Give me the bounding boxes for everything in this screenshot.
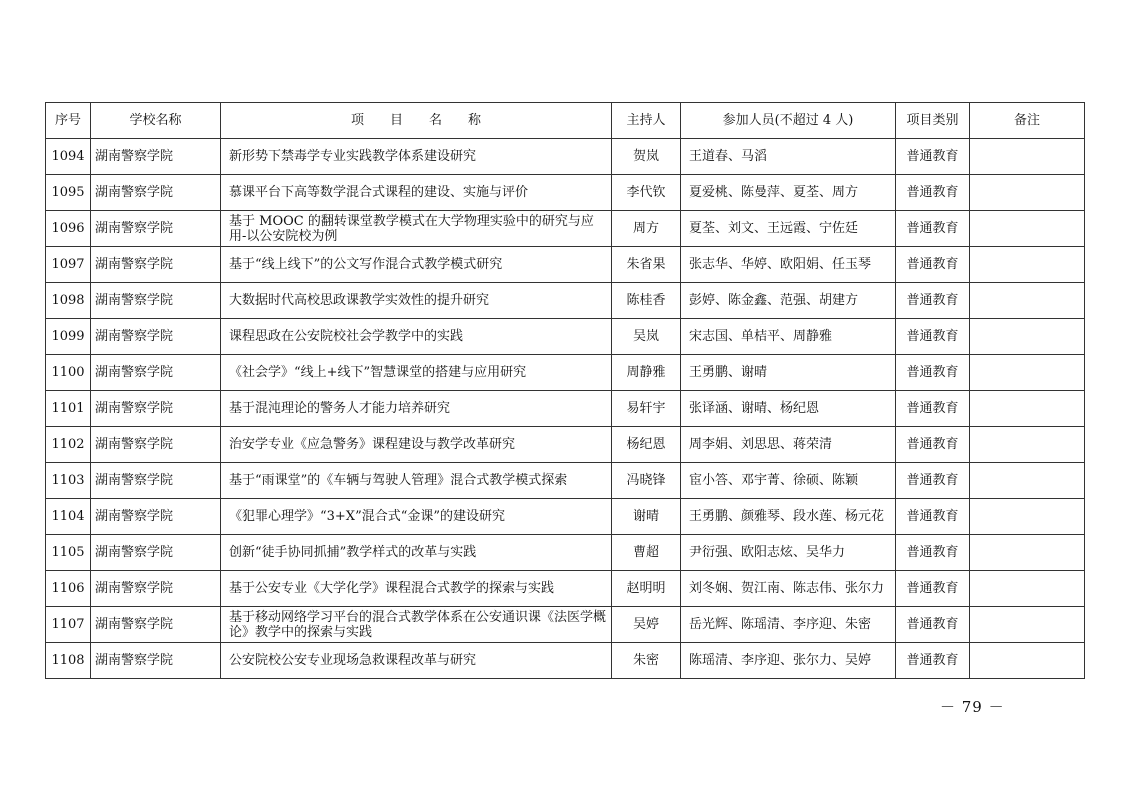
cell-category: 普通教育 <box>896 319 970 355</box>
cell-remark <box>970 247 1085 283</box>
cell-members: 张译涵、谢晴、杨纪恩 <box>681 391 896 427</box>
cell-school: 湖南警察学院 <box>91 319 221 355</box>
cell-host: 曹超 <box>612 535 681 571</box>
cell-members: 王勇鹏、颜雅琴、段水莲、杨元花 <box>681 499 896 535</box>
table-row <box>46 463 1085 499</box>
cell-project: 基于公安专业《大学化学》课程混合式教学的探索与实践 <box>221 571 612 607</box>
cell-members: 刘冬娴、贺江南、陈志伟、张尔力 <box>681 571 896 607</box>
cell-remark <box>970 643 1085 679</box>
cell-project: 课程思政在公安院校社会学教学中的实践 <box>221 319 612 355</box>
cell-members: 夏荃、刘文、王远霞、宁佐廷 <box>681 211 896 247</box>
cell-host: 李代钦 <box>612 175 681 211</box>
cell-category: 普通教育 <box>896 175 970 211</box>
cell-school: 湖南警察学院 <box>91 355 221 391</box>
cell-members: 宋志国、单桔平、周静雅 <box>681 319 896 355</box>
cell-members: 尹衍强、欧阳志炫、吴华力 <box>681 535 896 571</box>
cell-project: 基于 MOOC 的翻转课堂教学模式在大学物理实验中的研究与应用-以公安院校为例 <box>221 211 612 247</box>
cell-school: 湖南警察学院 <box>91 139 221 175</box>
cell-remark <box>970 463 1085 499</box>
cell-no: 1099 <box>46 319 91 355</box>
cell-no: 1103 <box>46 463 91 499</box>
cell-school: 湖南警察学院 <box>91 643 221 679</box>
cell-members: 岳光辉、陈瑶清、李序迎、朱密 <box>681 607 896 643</box>
cell-project: 《犯罪心理学》“3+X”混合式“金课”的建设研究 <box>221 499 612 535</box>
cell-members: 王道春、马滔 <box>681 139 896 175</box>
cell-remark <box>970 535 1085 571</box>
cell-category: 普通教育 <box>896 463 970 499</box>
cell-school: 湖南警察学院 <box>91 247 221 283</box>
cell-remark <box>970 607 1085 643</box>
cell-remark <box>970 139 1085 175</box>
table-row <box>46 247 1085 283</box>
table-row <box>46 283 1085 319</box>
cell-project: 新形势下禁毒学专业实践教学体系建设研究 <box>221 139 612 175</box>
cell-no: 1094 <box>46 139 91 175</box>
cell-school: 湖南警察学院 <box>91 175 221 211</box>
cell-host: 周方 <box>612 211 681 247</box>
cell-host: 易轩宇 <box>612 391 681 427</box>
table-row <box>46 139 1085 175</box>
cell-project: 基于移动网络学习平台的混合式教学体系在公安通识课《法医学概论》教学中的探索与实践 <box>221 607 612 643</box>
cell-project: 《社会学》“线上+线下”智慧课堂的搭建与应用研究 <box>221 355 612 391</box>
header-no: 序号 <box>46 103 91 139</box>
cell-no: 1100 <box>46 355 91 391</box>
table-row <box>46 535 1085 571</box>
cell-remark <box>970 211 1085 247</box>
cell-project: 公安院校公安专业现场急救课程改革与研究 <box>221 643 612 679</box>
cell-host: 冯晓锋 <box>612 463 681 499</box>
header-host: 主持人 <box>612 103 681 139</box>
cell-category: 普通教育 <box>896 211 970 247</box>
cell-category: 普通教育 <box>896 139 970 175</box>
cell-host: 陈桂香 <box>612 283 681 319</box>
cell-members: 夏爱桃、陈曼萍、夏荃、周方 <box>681 175 896 211</box>
cell-school: 湖南警察学院 <box>91 535 221 571</box>
cell-no: 1098 <box>46 283 91 319</box>
header-school: 学校名称 <box>91 103 221 139</box>
cell-members: 张志华、华婷、欧阳娟、任玉琴 <box>681 247 896 283</box>
cell-host: 贺岚 <box>612 139 681 175</box>
cell-host: 吴婷 <box>612 607 681 643</box>
header-category: 项目类别 <box>896 103 970 139</box>
project-table <box>45 102 1085 679</box>
cell-category: 普通教育 <box>896 247 970 283</box>
cell-project: 慕课平台下高等数学混合式课程的建设、实施与评价 <box>221 175 612 211</box>
table-header-row <box>46 103 1085 139</box>
cell-host: 杨纪恩 <box>612 427 681 463</box>
cell-no: 1106 <box>46 571 91 607</box>
cell-no: 1097 <box>46 247 91 283</box>
table-row <box>46 319 1085 355</box>
cell-no: 1108 <box>46 643 91 679</box>
table-row <box>46 175 1085 211</box>
cell-no: 1095 <box>46 175 91 211</box>
cell-category: 普通教育 <box>896 283 970 319</box>
cell-no: 1096 <box>46 211 91 247</box>
cell-school: 湖南警察学院 <box>91 463 221 499</box>
cell-host: 朱省果 <box>612 247 681 283</box>
cell-category: 普通教育 <box>896 643 970 679</box>
cell-no: 1101 <box>46 391 91 427</box>
cell-school: 湖南警察学院 <box>91 211 221 247</box>
cell-remark <box>970 283 1085 319</box>
cell-project: 治安学专业《应急警务》课程建设与教学改革研究 <box>221 427 612 463</box>
cell-members: 宦小答、邓宇菁、徐硕、陈颖 <box>681 463 896 499</box>
cell-host: 谢晴 <box>612 499 681 535</box>
cell-remark <box>970 391 1085 427</box>
cell-remark <box>970 355 1085 391</box>
cell-project: 大数据时代高校思政课教学实效性的提升研究 <box>221 283 612 319</box>
cell-category: 普通教育 <box>896 427 970 463</box>
cell-members: 周李娟、刘思思、蒋荣清 <box>681 427 896 463</box>
cell-no: 1102 <box>46 427 91 463</box>
cell-no: 1107 <box>46 607 91 643</box>
cell-school: 湖南警察学院 <box>91 571 221 607</box>
cell-project: 基于“雨课堂”的《车辆与驾驶人管理》混合式教学模式探索 <box>221 463 612 499</box>
cell-host: 吴岚 <box>612 319 681 355</box>
header-remark: 备注 <box>970 103 1085 139</box>
table-row <box>46 391 1085 427</box>
table-row <box>46 607 1085 643</box>
cell-category: 普通教育 <box>896 391 970 427</box>
cell-category: 普通教育 <box>896 607 970 643</box>
cell-remark <box>970 319 1085 355</box>
table-row <box>46 427 1085 463</box>
cell-members: 王勇鹏、谢晴 <box>681 355 896 391</box>
cell-members: 陈瑶清、李序迎、张尔力、吴婷 <box>681 643 896 679</box>
cell-category: 普通教育 <box>896 499 970 535</box>
header-project: 项 目 名 称 <box>221 103 612 139</box>
cell-members: 彭婷、陈金鑫、范强、胡建方 <box>681 283 896 319</box>
cell-host: 赵明明 <box>612 571 681 607</box>
cell-category: 普通教育 <box>896 355 970 391</box>
cell-remark <box>970 571 1085 607</box>
cell-project: 基于混沌理论的警务人才能力培养研究 <box>221 391 612 427</box>
cell-remark <box>970 175 1085 211</box>
cell-school: 湖南警察学院 <box>91 427 221 463</box>
cell-no: 1104 <box>46 499 91 535</box>
table-body <box>46 139 1085 679</box>
cell-school: 湖南警察学院 <box>91 607 221 643</box>
cell-category: 普通教育 <box>896 535 970 571</box>
cell-category: 普通教育 <box>896 571 970 607</box>
cell-host: 周静雅 <box>612 355 681 391</box>
page-number: － 79 － <box>940 698 1005 716</box>
cell-project: 创新“徒手协同抓捕”教学样式的改革与实践 <box>221 535 612 571</box>
cell-school: 湖南警察学院 <box>91 391 221 427</box>
cell-school: 湖南警察学院 <box>91 499 221 535</box>
cell-host: 朱密 <box>612 643 681 679</box>
cell-school: 湖南警察学院 <box>91 283 221 319</box>
table-row <box>46 355 1085 391</box>
cell-remark <box>970 499 1085 535</box>
cell-project: 基于“线上线下”的公文写作混合式教学模式研究 <box>221 247 612 283</box>
cell-remark <box>970 427 1085 463</box>
table-row <box>46 211 1085 247</box>
table-row <box>46 571 1085 607</box>
cell-no: 1105 <box>46 535 91 571</box>
table-row <box>46 643 1085 679</box>
table-row <box>46 499 1085 535</box>
header-members: 参加人员(不超过 4 人) <box>681 103 896 139</box>
